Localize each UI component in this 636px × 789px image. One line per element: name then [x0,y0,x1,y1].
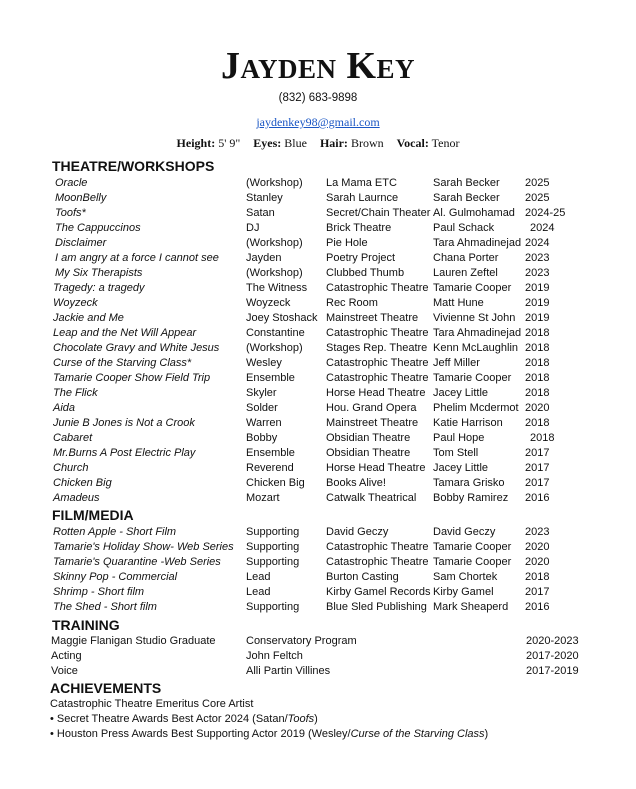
physical-stats [0,136,636,151]
credit-venue: Obsidian Theatre [326,447,411,459]
credit-director: Al. Gulmohamad [433,207,515,219]
credit-director: Kenn McLaughlin [433,342,519,354]
achievement-line [50,697,253,712]
credit-venue: Hou. Grand Opera [326,402,417,414]
training-years: 2017-2020 [526,650,579,662]
height-label: Height: [176,136,216,150]
credit-role: Solder [246,402,278,414]
credit-year: 2025 [525,192,550,204]
credit-year: 2024 [530,222,555,234]
credit-row [0,251,636,266]
credit-role: Supporting [246,526,300,538]
credit-role: Bobby [246,432,278,444]
credit-row [0,476,636,491]
credit-year: 2018 [525,417,550,429]
achievement-title: Curse of the Starving Class [350,728,485,740]
credit-role: Supporting [246,541,300,553]
credit-year: 2018 [525,327,550,339]
credit-title: Tragedy: a tragedy [53,282,145,294]
credit-venue: Books Alive! [326,477,386,489]
credit-director: Jeff Miller [433,357,480,369]
credit-director: Kirby Gamel [433,586,494,598]
credit-director: Paul Hope [433,432,485,444]
credit-venue: Sarah Laurnce [326,192,399,204]
credit-director: Sam Chortek [433,571,498,583]
credit-venue: Catwalk Theatrical [326,492,417,504]
credit-director: Mark Sheaperd [433,601,509,613]
credit-venue: Pie Hole [326,237,368,249]
credit-role: (Workshop) [246,342,303,354]
credit-row [0,525,636,540]
credit-role: (Workshop) [246,177,303,189]
credit-venue: La Mama ETC [326,177,397,189]
credit-director: Sarah Becker [433,192,500,204]
credit-title: My Six Therapists [55,267,143,279]
credit-row [0,446,636,461]
credit-row [0,326,636,341]
credit-title: Woyzeck [53,297,98,309]
credit-role: Stanley [246,192,283,204]
credit-title: Chocolate Gravy and White Jesus [53,342,220,354]
credit-title: Amadeus [53,492,100,504]
credit-row [0,191,636,206]
credit-role: Mozart [246,492,280,504]
credit-year: 2020 [525,556,550,568]
resume-name: Jayden Key [220,45,416,87]
credit-title: The Shed - Short film [53,601,157,613]
vocal-value: Tenor [431,136,460,150]
credit-title: Tamarie Cooper Show Field Trip [53,372,211,384]
film-heading: FILM/MEDIA [52,507,134,523]
credit-venue: Burton Casting [326,571,399,583]
credit-venue: Catastrophic Theatre [326,327,429,339]
credit-title: The Cappuccinos [55,222,141,234]
credit-row [0,176,636,191]
credit-venue: Catastrophic Theatre [326,357,429,369]
credit-row [0,341,636,356]
credit-row [0,570,636,585]
achievement-text: Catastrophic Theatre Emeritus Core Artist [50,698,254,710]
credit-role: Woyzeck [246,297,291,309]
credit-year: 2018 [525,372,550,384]
training-row [0,664,636,679]
credit-role: Constantine [246,327,305,339]
credit-role: Satan [246,207,275,219]
credit-venue: Horse Head Theatre [326,387,426,399]
achievement-title: Toofs [287,713,315,725]
credit-row [0,371,636,386]
credit-venue: Secret/Chain Theater [326,207,431,219]
credit-role: Jayden [246,252,282,264]
credit-role: DJ [246,222,260,234]
credit-row [0,416,636,431]
credit-role: Chicken Big [246,477,305,489]
credit-venue: Mainstreet Theatre [326,312,419,324]
training-program: Maggie Flanigan Studio Graduate [51,635,216,647]
credit-year: 2018 [525,571,550,583]
hair-value: Brown [350,136,384,150]
credit-director: Bobby Ramirez [433,492,509,504]
credit-year: 2018 [525,342,550,354]
credit-row [0,555,636,570]
credit-role: Supporting [246,601,300,613]
credit-year: 2019 [525,297,550,309]
credit-director: Phelim Mcdermot [433,402,519,414]
credit-venue: Catastrophic Theatre [326,556,429,568]
credit-row [0,585,636,600]
credit-director: Katie Harrison [433,417,503,429]
credit-venue: Poetry Project [326,252,396,264]
credit-row [0,431,636,446]
credit-role: Lead [246,586,271,598]
credit-title: Skinny Pop - Commercial [53,571,178,583]
credit-director: Tara Ahmadinejad [433,327,522,339]
credit-row [0,540,636,555]
credit-venue: Blue Sled Publishing [326,601,427,613]
achievement-text: • Houston Press Awards Best Supporting Actor 2019 (Wesley/ [50,728,351,740]
credit-venue: Kirby Gamel Records [326,586,431,598]
eyes-label: Eyes: [253,136,282,150]
credit-row [0,266,636,281]
credit-venue: Catastrophic Theatre [326,372,429,384]
credit-row [0,386,636,401]
achievement-text: • Secret Theatre Awards Best Actor 2024 (Satan/ [50,713,288,725]
credit-director: Jacey Little [433,462,489,474]
credit-venue: Brick Theatre [326,222,392,234]
credit-title: Tamarie's Quarantine -Web Series [53,556,221,568]
credit-title: Chicken Big [53,477,112,489]
credit-row [0,401,636,416]
credit-title: Shrimp - Short film [53,586,145,598]
theatre-heading: THEATRE/WORKSHOPS [52,158,215,174]
training-teacher: Alli Partin Villines [246,665,331,677]
credit-year: 2023 [525,526,550,538]
achievement-line [50,727,488,742]
training-heading: TRAINING [52,617,120,633]
credit-venue: Rec Room [326,297,378,309]
credit-director: Tamarie Cooper [433,282,512,294]
credit-role: Reverend [246,462,294,474]
credit-year: 2019 [525,312,550,324]
credit-title: Cabaret [53,432,93,444]
credit-venue: Catastrophic Theatre [326,541,429,553]
credit-venue: David Geczy [326,526,389,538]
email-link[interactable]: jaydenkey98@gmail.com [256,115,380,129]
credit-title: Aida [53,402,76,414]
credit-role: (Workshop) [246,267,303,279]
credit-venue: Horse Head Theatre [326,462,426,474]
credit-title: Church [53,462,89,474]
credit-year: 2020 [525,541,550,553]
credit-role: Skyler [246,387,277,399]
hair-label: Hair: [319,136,348,150]
credit-row [0,356,636,371]
credit-director: Sarah Becker [433,177,500,189]
credit-venue: Obsidian Theatre [326,432,411,444]
training-row [0,634,636,649]
height-value: 5' 9" [218,136,241,150]
credit-title: Jackie and Me [53,312,124,324]
credit-venue: Clubbed Thumb [326,267,405,279]
credit-title: Rotten Apple - Short Film [53,526,177,538]
credit-year: 2016 [525,601,550,613]
credit-director: Tom Stell [433,447,479,459]
credit-director: Chana Porter [433,252,499,264]
credit-year: 2017 [525,586,550,598]
credit-year: 2017 [525,477,550,489]
phone-number: (832) 683-9898 [278,92,358,104]
achievement-line [50,712,318,727]
credit-row [0,311,636,326]
credit-row [0,281,636,296]
credit-director: Tamarie Cooper [433,541,512,553]
credit-title: The Flick [53,387,98,399]
training-teacher: Conservatory Program [246,635,357,647]
credit-year: 2017 [525,462,550,474]
credit-director: Vivienne St John [433,312,516,324]
credit-title: MoonBelly [55,192,107,204]
credit-row [0,221,636,236]
credit-year: 2023 [525,252,550,264]
training-program: Voice [51,665,78,677]
credit-venue: Catastrophic Theatre [326,282,429,294]
training-years: 2017-2019 [526,665,579,677]
credit-year: 2017 [525,447,550,459]
credit-title: Mr.Burns A Post Electric Play [53,447,196,459]
credit-role: Ensemble [246,447,295,459]
credit-role: Ensemble [246,372,295,384]
credit-year: 2019 [525,282,550,294]
credit-row [0,236,636,251]
credit-director: Tamarie Cooper [433,372,512,384]
credit-title: I am angry at a force I cannot see [55,252,219,264]
credit-role: Warren [246,417,282,429]
credit-row [0,491,636,506]
credit-year: 2025 [525,177,550,189]
credit-title: Disclaimer [55,237,107,249]
credit-title: Leap and the Net Will Appear [53,327,197,339]
credit-director: Matt Hune [433,297,484,309]
credit-title: Oracle [55,177,88,189]
credit-title: Toofs* [55,207,86,219]
credit-role: The Witness [246,282,308,294]
credit-year: 2016 [525,492,550,504]
achievements-heading: ACHIEVEMENTS [50,680,162,696]
credit-row [0,461,636,476]
eyes-value: Blue [284,136,307,150]
credit-director: Jacey Little [433,387,489,399]
credit-year: 2024 [525,237,550,249]
credit-year: 2018 [525,357,550,369]
credit-title: Tamarie's Holiday Show- Web Series [53,541,234,553]
credit-year: 2023 [525,267,550,279]
credit-year: 2020 [525,402,550,414]
credit-venue: Stages Rep. Theatre [326,342,428,354]
credit-year: 2018 [525,387,550,399]
credit-role: Lead [246,571,271,583]
training-years: 2020-2023 [526,635,579,647]
credit-role: Supporting [246,556,300,568]
credit-year: 2018 [530,432,555,444]
achievement-text: ) [484,728,489,740]
credit-role: Wesley [246,357,282,369]
credit-director: Lauren Zeftel [433,267,498,279]
credit-venue: Mainstreet Theatre [326,417,419,429]
credit-row [0,296,636,311]
credit-director: Paul Schack [433,222,495,234]
credit-role: Joey Stoshack [246,312,318,324]
credit-row [0,206,636,221]
credit-director: Tara Ahmadinejad [433,237,522,249]
credit-director: Tamarie Cooper [433,556,512,568]
training-program: Acting [51,650,82,662]
credit-year: 2024-25 [525,207,566,219]
credit-title: Junie B Jones is Not a Crook [53,417,195,429]
credit-title: Curse of the Starving Class* [53,357,192,369]
vocal-label: Vocal: [396,136,429,150]
achievement-text: ) [314,713,318,725]
credit-director: David Geczy [433,526,496,538]
training-teacher: John Feltch [246,650,303,662]
training-row [0,649,636,664]
credit-director: Tamara Grisko [433,477,505,489]
credit-role: (Workshop) [246,237,303,249]
credit-row [0,600,636,615]
